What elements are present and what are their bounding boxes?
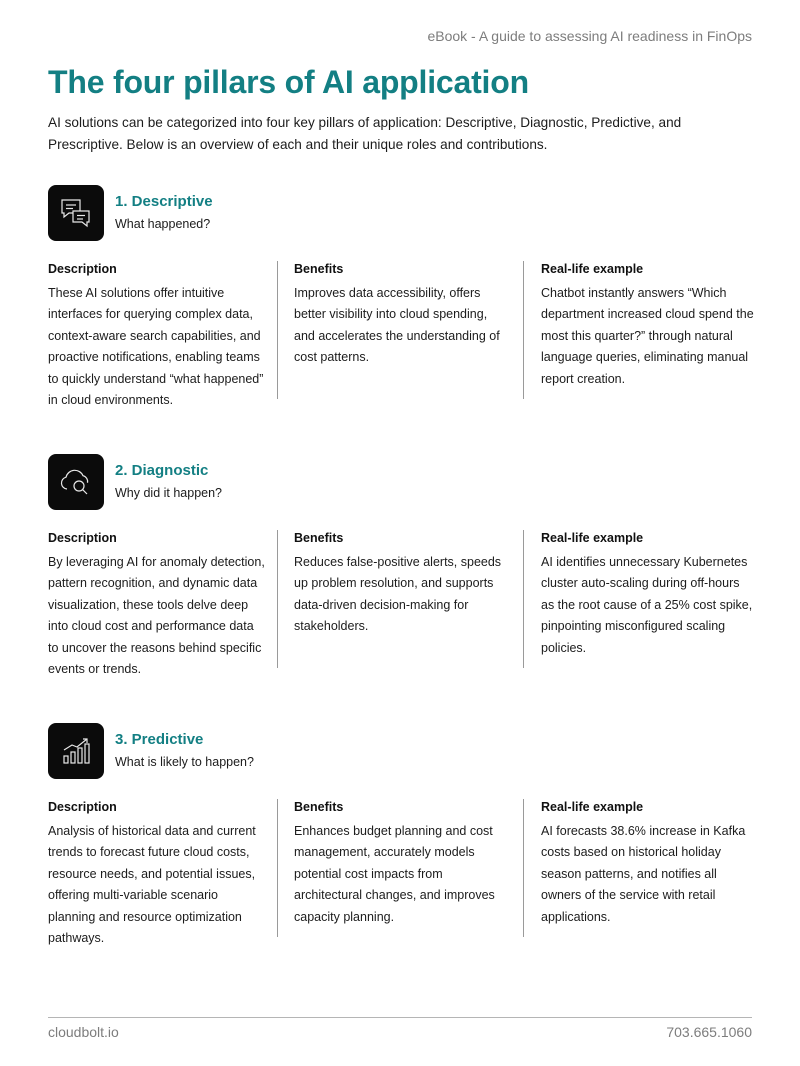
growth-chart-icon (48, 723, 104, 779)
description-heading: Description (48, 262, 117, 276)
example-text: Chatbot instantly answers “Which department increased cloud spend the most this quarter?” through natural language queries, eliminating manual report creation. (541, 286, 754, 386)
benefits-heading: Benefits (294, 800, 344, 814)
pillar-title: 2. Diagnostic (115, 462, 209, 479)
description-column (48, 530, 266, 680)
column-divider (523, 530, 524, 668)
example-heading: Real-life example (541, 262, 644, 276)
column-divider (523, 799, 524, 937)
page-title: The four pillars of AI application (48, 64, 529, 100)
description-column (48, 261, 266, 411)
column-divider (277, 799, 278, 937)
pillar-columns (48, 261, 754, 421)
phone-number: 703.665.1060 (666, 1024, 752, 1040)
benefits-column (294, 799, 509, 928)
cloud-search-icon (48, 454, 104, 510)
pillar-descriptive (48, 185, 754, 408)
chat-bubbles-icon (48, 185, 104, 241)
column-divider (277, 261, 278, 399)
benefits-text: Reduces false-positive alerts, speeds up problem resolution, and supports data-driven decision-making for stakeholders. (294, 555, 502, 634)
pillar-question: What is likely to happen? (115, 755, 254, 769)
benefits-heading: Benefits (294, 531, 344, 545)
pillar-columns (48, 799, 754, 959)
description-text: By leveraging AI for anomaly detection, pattern recognition, and dynamic data visualization, these tools delve deep into cloud cost and performance data to uncover the reasons behind specific events or trends. (48, 555, 265, 677)
example-heading: Real-life example (541, 800, 644, 814)
pillar-header (48, 723, 754, 781)
benefits-heading: Benefits (294, 262, 344, 276)
example-column (541, 261, 754, 390)
description-text: These AI solutions offer intuitive interfaces for querying complex data, context-aware search capabilities, and proactive notifications, enabling teams to quickly understand “what happened” in cloud environments. (48, 286, 264, 408)
example-column (541, 530, 754, 659)
benefits-text: Improves data accessibility, offers better visibility into cloud spending, and accelerates the understanding of cost patterns. (294, 286, 500, 365)
example-text: AI forecasts 38.6% increase in Kafka costs based on historical holiday season patterns, and notifies all owners of the service with retail applications. (541, 824, 746, 924)
pillar-columns (48, 530, 754, 690)
pillar-question: What happened? (115, 217, 211, 231)
pillar-title: 1. Descriptive (115, 193, 213, 210)
example-column (541, 799, 754, 928)
benefits-text: Enhances budget planning and cost management, accurately models potential cost impacts from architectural changes, and improves capacity planning. (294, 824, 495, 924)
benefits-column (294, 261, 509, 369)
ebook-header: eBook - A guide to assessing AI readiness in FinOps (427, 28, 752, 44)
benefits-column (294, 530, 509, 638)
pillar-diagnostic (48, 454, 754, 677)
description-text: Analysis of historical data and current trends to forecast future cloud costs, resource needs, and potential issues, offering multi-variable scenario planning and resource optimization pathways. (48, 824, 256, 946)
pillar-header (48, 454, 754, 512)
description-heading: Description (48, 531, 117, 545)
footer-divider (48, 1017, 752, 1018)
pillar-title: 3. Predictive (115, 731, 204, 748)
example-heading: Real-life example (541, 531, 644, 545)
column-divider (277, 530, 278, 668)
column-divider (523, 261, 524, 399)
example-text: AI identifies unnecessary Kubernetes cluster auto-scaling during off-hours as the root cause of a 25% cost spike, pinpointing misconfigured scaling policies. (541, 555, 753, 655)
description-heading: Description (48, 800, 117, 814)
description-column (48, 799, 266, 949)
website-link[interactable]: cloudbolt.io (48, 1024, 119, 1040)
pillar-header (48, 185, 754, 243)
pillar-predictive (48, 723, 754, 946)
pillar-question: Why did it happen? (115, 486, 223, 500)
intro-paragraph: AI solutions can be categorized into four key pillars of application: Descriptive, Diagnostic, Predictive, and Prescriptive. Below is an overview of each and their unique roles and contributions. (48, 115, 682, 152)
